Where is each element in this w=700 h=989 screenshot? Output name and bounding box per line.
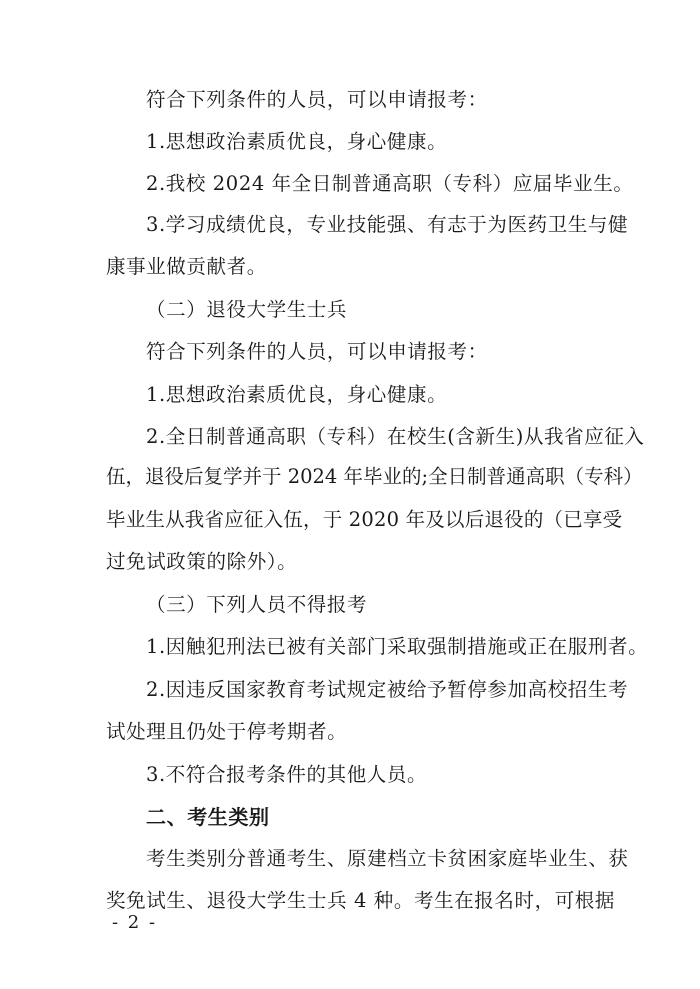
paragraph-line: 试处理且仍处于停考期者。 (106, 720, 348, 743)
paragraph-line: 符合下列条件的人员，可以申请报考： (146, 88, 488, 111)
paragraph-line: 3.学习成绩优良，专业技能强、有志于为医药卫生与健 (146, 213, 629, 236)
paragraph-line: 3.不符合报考条件的其他人员。 (146, 763, 428, 786)
paragraph-line: 奖免试生、退役大学生士兵 4 种。考生在报名时，可根据 (106, 889, 616, 912)
section-subheading: （三）下列人员不得报考 (146, 593, 368, 616)
paragraph-line: 2.全日制普通高职（专科）在校生(含新生)从我省应征入 (146, 425, 645, 448)
paragraph-line: 2.因违反国家教育考试规定被给予暂停参加高校招生考 (146, 678, 629, 701)
paragraph-line: 符合下列条件的人员，可以申请报考： (146, 340, 488, 363)
paragraph-line: 考生类别分普通考生、原建档立卡贫困家庭毕业生、获 (146, 847, 629, 870)
paragraph-line: 伍，退役后复学并于 2024 年毕业的;全日制普通高职（专科） (106, 465, 643, 488)
section-heading: 二、考生类别 (146, 805, 270, 829)
section-subheading: （二）退役大学生士兵 (146, 298, 348, 321)
paragraph-line: 1.思想政治素质优良，身心健康。 (146, 383, 448, 406)
paragraph-line: 毕业生从我省应征入伍，于 2020 年及以后退役的（已享受 (106, 508, 623, 531)
page-number: - 2 - (112, 912, 158, 933)
paragraph-line: 1.思想政治素质优良，身心健康。 (146, 130, 448, 153)
paragraph-line: 过免试政策的除外）。 (106, 550, 298, 573)
paragraph-line: 康事业做贡献者。 (106, 255, 267, 278)
paragraph-line: 1.因触犯刑法已被有关部门采取强制措施或正在服刑者。 (146, 635, 649, 658)
paragraph-line: 2.我校 2024 年全日制普通高职（专科）应届毕业生。 (146, 172, 634, 195)
